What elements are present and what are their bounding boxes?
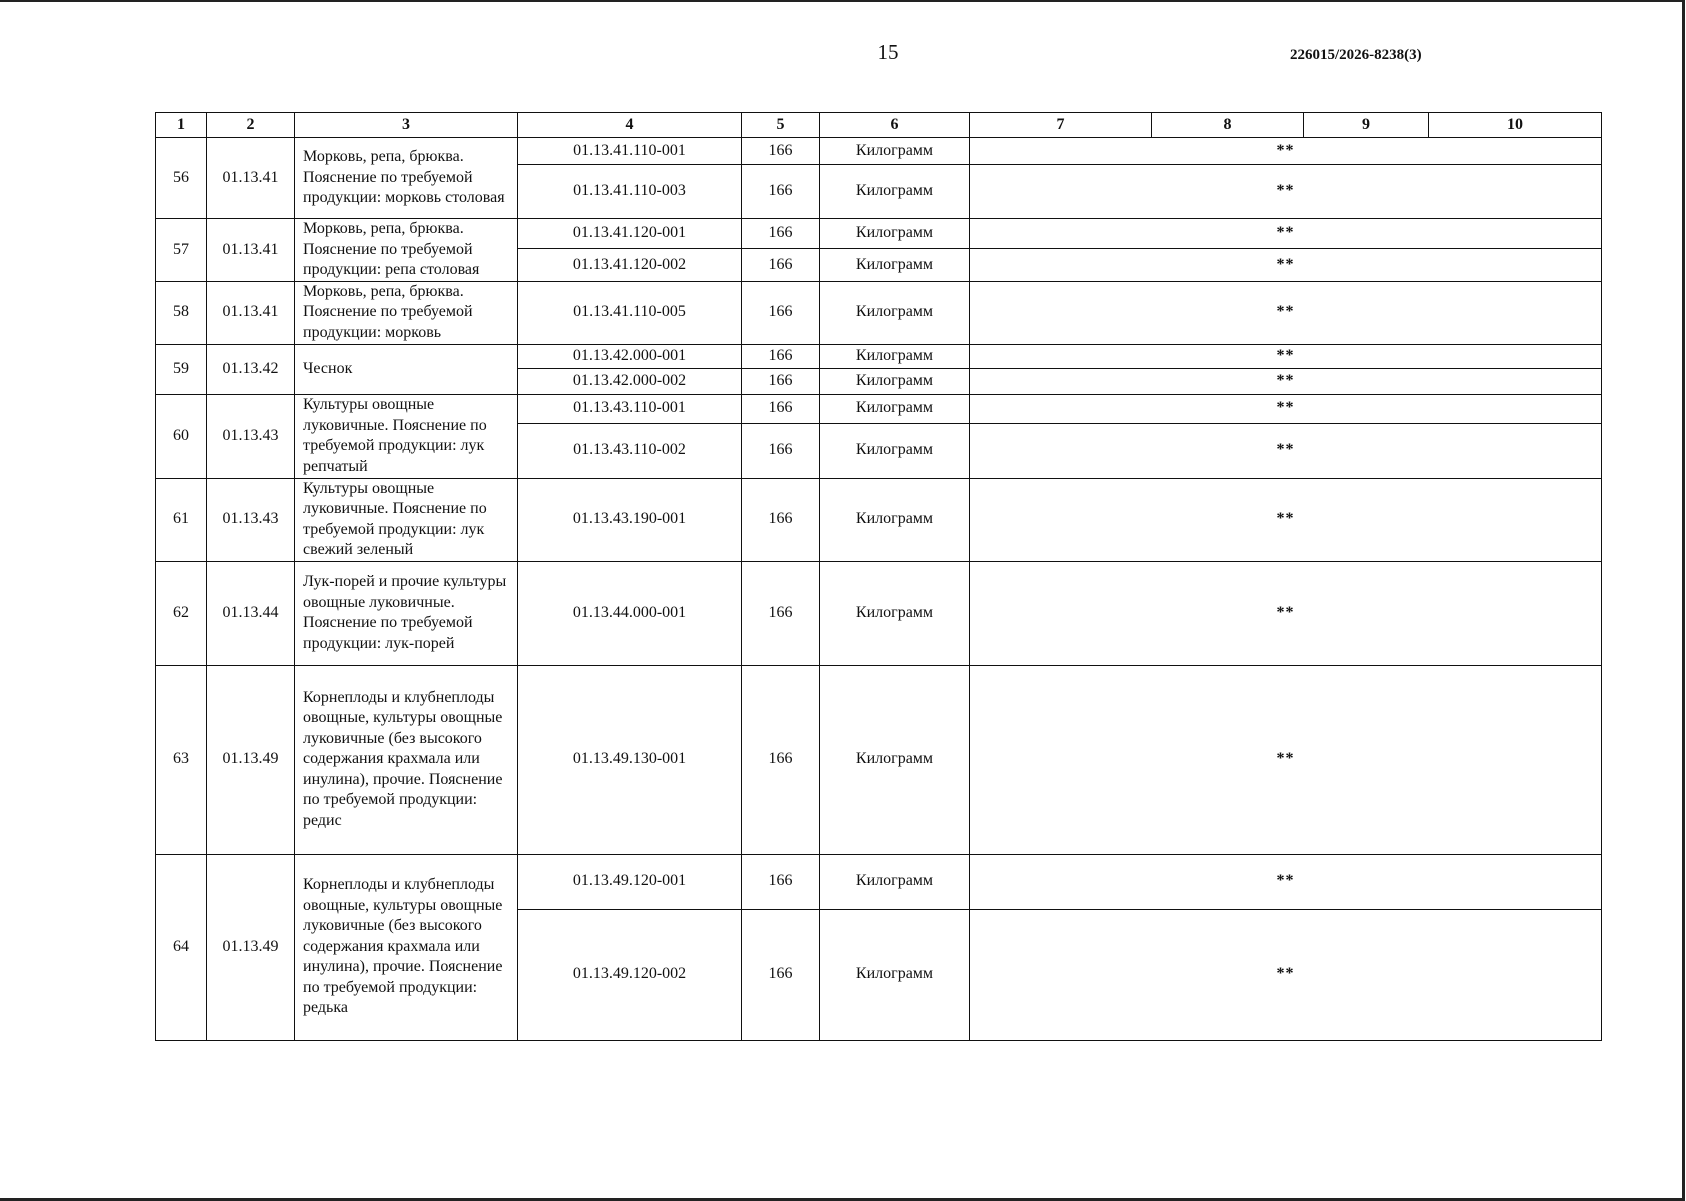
column-header: 4 bbox=[518, 113, 742, 138]
product-description: Морковь, репа, брюква. Пояснение по требуемой продукции: репа столовая bbox=[295, 219, 518, 282]
unit-code: 166 bbox=[742, 249, 820, 281]
table-row bbox=[156, 219, 1602, 249]
unit-code: 166 bbox=[742, 909, 820, 1040]
unit-name: Килограмм bbox=[820, 138, 970, 165]
unit-code: 166 bbox=[742, 281, 820, 344]
product-description: Корнеплоды и клубнеплоды овощные, культуры овощные луковичные (без высокого содержания крахмала или инулина), прочие. Пояснение по требуемой продукции: редька bbox=[295, 854, 518, 1040]
column-header: 3 bbox=[295, 113, 518, 138]
merged-columns-mark: ** bbox=[970, 478, 1602, 561]
merged-columns-mark: ** bbox=[970, 249, 1602, 281]
merged-columns-mark: ** bbox=[970, 368, 1602, 394]
column-header: 8 bbox=[1152, 113, 1304, 138]
ktru-code: 01.13.44.000-001 bbox=[518, 561, 742, 665]
unit-name: Килограмм bbox=[820, 854, 970, 909]
okpd-code: 01.13.49 bbox=[207, 665, 295, 854]
column-header: 1 bbox=[156, 113, 207, 138]
row-number: 64 bbox=[156, 854, 207, 1040]
ktru-code: 01.13.49.120-002 bbox=[518, 909, 742, 1040]
ktru-code: 01.13.42.000-002 bbox=[518, 368, 742, 394]
column-header: 6 bbox=[820, 113, 970, 138]
okpd-code: 01.13.41 bbox=[207, 138, 295, 219]
ktru-code: 01.13.41.110-005 bbox=[518, 281, 742, 344]
okpd-code: 01.13.41 bbox=[207, 281, 295, 344]
ktru-code: 01.13.41.110-003 bbox=[518, 165, 742, 219]
document-code: 226015/2026-8238(3) bbox=[1290, 47, 1422, 63]
ktru-code: 01.13.41.120-001 bbox=[518, 219, 742, 249]
table-row bbox=[156, 394, 1602, 423]
unit-name: Килограмм bbox=[820, 165, 970, 219]
merged-columns-mark: ** bbox=[970, 344, 1602, 368]
okpd-code: 01.13.42 bbox=[207, 344, 295, 394]
row-number: 63 bbox=[156, 665, 207, 854]
okpd-code: 01.13.41 bbox=[207, 219, 295, 282]
unit-name: Килограмм bbox=[820, 561, 970, 665]
row-number: 61 bbox=[156, 478, 207, 561]
unit-name: Килограмм bbox=[820, 344, 970, 368]
product-description: Корнеплоды и клубнеплоды овощные, культуры овощные луковичные (без высокого содержания крахмала или инулина), прочие. Пояснение по требуемой продукции: редис bbox=[295, 665, 518, 854]
merged-columns-mark: ** bbox=[970, 909, 1602, 1040]
row-number: 58 bbox=[156, 281, 207, 344]
table-row bbox=[156, 138, 1602, 165]
row-number: 56 bbox=[156, 138, 207, 219]
merged-columns-mark: ** bbox=[970, 219, 1602, 249]
ktru-code: 01.13.43.110-002 bbox=[518, 423, 742, 478]
unit-name: Килограмм bbox=[820, 394, 970, 423]
table-row bbox=[156, 561, 1602, 665]
ktru-code: 01.13.41.120-002 bbox=[518, 249, 742, 281]
ktru-code: 01.13.49.130-001 bbox=[518, 665, 742, 854]
column-header: 5 bbox=[742, 113, 820, 138]
product-description: Морковь, репа, брюква. Пояснение по требуемой продукции: морковь bbox=[295, 281, 518, 344]
table-row bbox=[156, 344, 1602, 368]
product-description: Морковь, репа, брюква. Пояснение по требуемой продукции: морковь столовая bbox=[295, 138, 518, 219]
unit-code: 166 bbox=[742, 423, 820, 478]
okpd-code: 01.13.44 bbox=[207, 561, 295, 665]
unit-name: Килограмм bbox=[820, 249, 970, 281]
table-row bbox=[156, 478, 1602, 561]
column-header: 9 bbox=[1304, 113, 1429, 138]
merged-columns-mark: ** bbox=[970, 423, 1602, 478]
okpd-code: 01.13.43 bbox=[207, 478, 295, 561]
merged-columns-mark: ** bbox=[970, 665, 1602, 854]
unit-name: Килограмм bbox=[820, 423, 970, 478]
merged-columns-mark: ** bbox=[970, 854, 1602, 909]
unit-code: 166 bbox=[742, 344, 820, 368]
unit-code: 166 bbox=[742, 219, 820, 249]
ktru-code: 01.13.42.000-001 bbox=[518, 344, 742, 368]
row-number: 62 bbox=[156, 561, 207, 665]
unit-name: Килограмм bbox=[820, 909, 970, 1040]
ktru-code: 01.13.43.190-001 bbox=[518, 478, 742, 561]
row-number: 57 bbox=[156, 219, 207, 282]
products-table bbox=[155, 112, 1602, 1041]
product-description: Культуры овощные луковичные. Пояснение по требуемой продукции: лук репчатый bbox=[295, 394, 518, 478]
unit-code: 166 bbox=[742, 854, 820, 909]
column-header: 2 bbox=[207, 113, 295, 138]
unit-name: Килограмм bbox=[820, 478, 970, 561]
product-description: Чеснок bbox=[295, 344, 518, 394]
unit-code: 166 bbox=[742, 478, 820, 561]
okpd-code: 01.13.43 bbox=[207, 394, 295, 478]
merged-columns-mark: ** bbox=[970, 561, 1602, 665]
ktru-code: 01.13.43.110-001 bbox=[518, 394, 742, 423]
table-header-row bbox=[156, 113, 1602, 138]
merged-columns-mark: ** bbox=[970, 394, 1602, 423]
column-header: 7 bbox=[970, 113, 1152, 138]
table-row bbox=[156, 665, 1602, 854]
merged-columns-mark: ** bbox=[970, 138, 1602, 165]
unit-code: 166 bbox=[742, 368, 820, 394]
ktru-code: 01.13.41.110-001 bbox=[518, 138, 742, 165]
unit-code: 166 bbox=[742, 665, 820, 854]
unit-name: Килограмм bbox=[820, 281, 970, 344]
product-description: Лук-порей и прочие культуры овощные луковичные. Пояснение по требуемой продукции: лук-порей bbox=[295, 561, 518, 665]
unit-code: 166 bbox=[742, 165, 820, 219]
row-number: 59 bbox=[156, 344, 207, 394]
table-row bbox=[156, 854, 1602, 909]
unit-code: 166 bbox=[742, 561, 820, 665]
unit-code: 166 bbox=[742, 394, 820, 423]
column-header: 10 bbox=[1429, 113, 1602, 138]
okpd-code: 01.13.49 bbox=[207, 854, 295, 1040]
merged-columns-mark: ** bbox=[970, 281, 1602, 344]
unit-code: 166 bbox=[742, 138, 820, 165]
table-row bbox=[156, 281, 1602, 344]
page-number: 15 bbox=[877, 40, 899, 64]
ktru-code: 01.13.49.120-001 bbox=[518, 854, 742, 909]
unit-name: Килограмм bbox=[820, 665, 970, 854]
row-number: 60 bbox=[156, 394, 207, 478]
product-description: Культуры овощные луковичные. Пояснение по требуемой продукции: лук свежий зеленый bbox=[295, 478, 518, 561]
merged-columns-mark: ** bbox=[970, 165, 1602, 219]
unit-name: Килограмм bbox=[820, 368, 970, 394]
unit-name: Килограмм bbox=[820, 219, 970, 249]
